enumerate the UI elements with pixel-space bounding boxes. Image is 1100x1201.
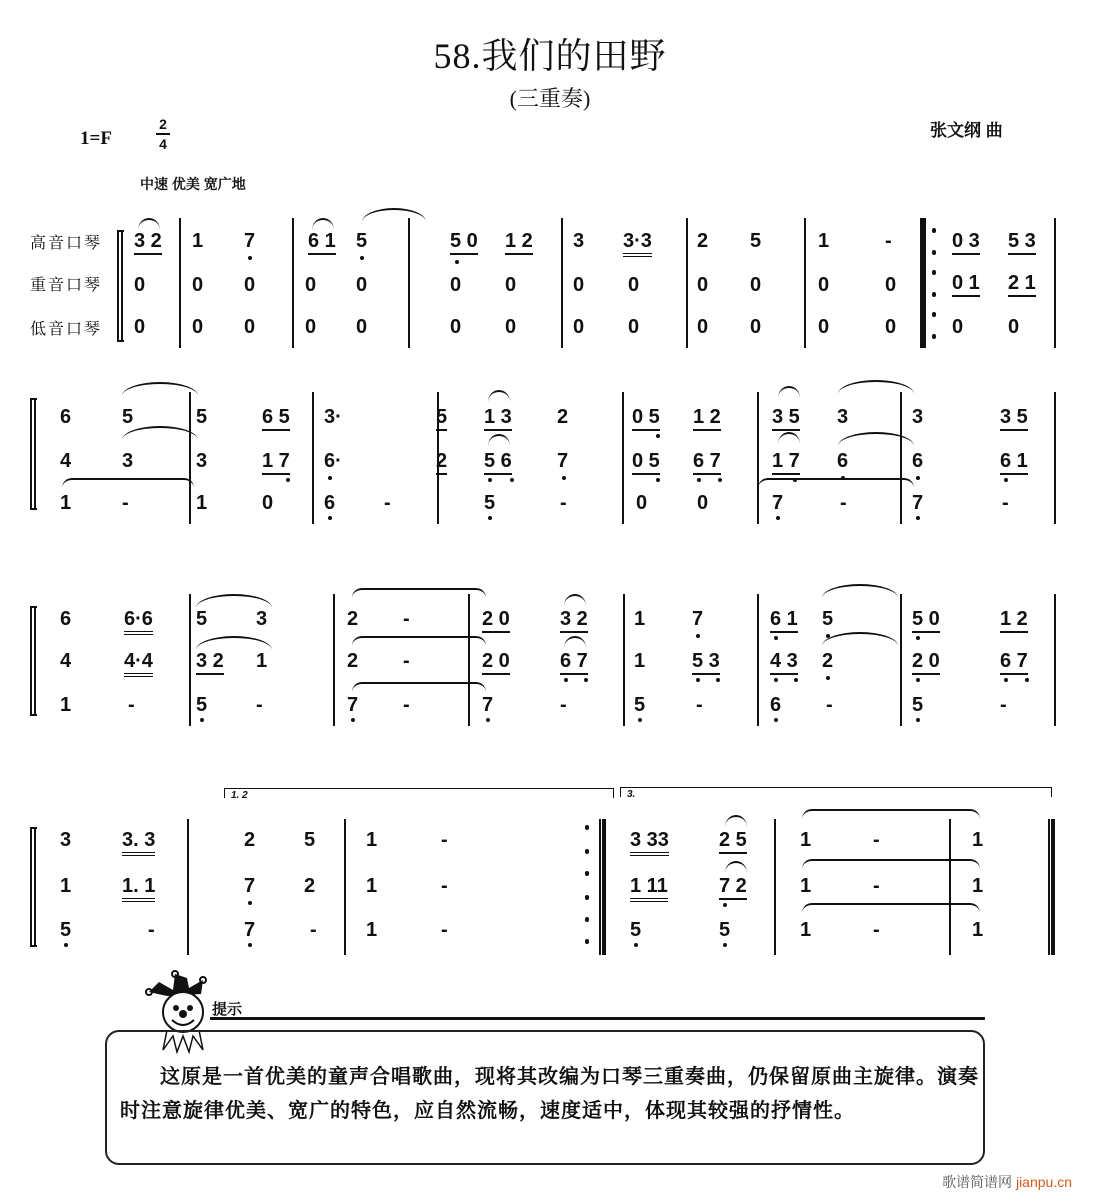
barline <box>622 392 624 524</box>
note: 0 <box>628 274 640 296</box>
composer: 张文纲 曲 <box>930 121 1003 140</box>
note: 0 <box>134 274 146 296</box>
volta-bracket-3 <box>620 787 1052 800</box>
score-title: 58.我们的田野 <box>433 36 667 76</box>
low-octave-dot <box>1004 478 1008 482</box>
note: 7 <box>347 694 359 716</box>
tempo-marking: 中速 优美 宽广地 <box>140 176 246 192</box>
tie <box>352 636 486 646</box>
tie <box>362 208 426 222</box>
note: 2 0 <box>912 650 940 675</box>
note: 0 <box>697 316 709 338</box>
note: 0 <box>697 274 709 296</box>
note: 1 <box>60 492 72 514</box>
note: 1 <box>972 875 984 897</box>
barline <box>189 392 191 524</box>
low-octave-dot <box>774 636 778 640</box>
low-octave-dot <box>455 260 459 264</box>
note: 0 3 <box>952 230 980 255</box>
note: 0 <box>244 274 256 296</box>
note: - <box>873 919 880 941</box>
note: 0 1 <box>952 272 980 297</box>
slur <box>564 636 586 648</box>
low-octave-dot <box>916 516 920 520</box>
note: - <box>696 694 703 716</box>
system-1 <box>0 200 1100 360</box>
note: 0 <box>305 274 317 296</box>
barline <box>1054 218 1056 348</box>
note: 1 <box>972 829 984 851</box>
slur <box>488 390 510 402</box>
tie <box>352 588 486 598</box>
low-octave-dot <box>916 678 920 682</box>
note: 3 <box>256 608 268 630</box>
time-signature <box>156 116 170 152</box>
note: 3 5 <box>1000 406 1028 431</box>
barline <box>189 594 191 726</box>
slur <box>725 861 747 873</box>
barline <box>561 218 563 348</box>
note: 7 <box>912 492 924 514</box>
note: 6 1 <box>770 608 798 633</box>
note: - <box>441 919 448 941</box>
note: 0 <box>750 274 762 296</box>
system-bracket <box>30 606 37 716</box>
note: - <box>403 694 410 716</box>
note: 6 7 <box>693 450 721 475</box>
tie <box>122 382 198 396</box>
tie <box>122 426 198 440</box>
note: 6· <box>324 450 342 472</box>
note: - <box>1002 492 1009 514</box>
barline <box>757 392 759 524</box>
note: 0 <box>262 492 274 514</box>
low-octave-dot <box>200 718 204 722</box>
note: 2 5 <box>719 829 747 854</box>
key-signature: 1=F <box>80 128 112 149</box>
low-octave-dot <box>716 678 720 682</box>
note: 0 5 <box>632 406 660 431</box>
low-octave-dot <box>916 718 920 722</box>
note: - <box>560 492 567 514</box>
note: 2 <box>304 875 316 897</box>
note: 2 0 <box>482 650 510 675</box>
score-subtitle: (三重奏) <box>509 86 591 111</box>
note: 3 33 <box>630 829 669 856</box>
low-octave-dot <box>841 476 845 480</box>
barline <box>623 594 625 726</box>
tie <box>802 809 980 819</box>
note: - <box>441 829 448 851</box>
low-octave-dot <box>486 718 490 722</box>
note: - <box>403 608 410 630</box>
low-octave-dot <box>351 718 355 722</box>
low-octave-dot <box>488 478 492 482</box>
note: 1 7 <box>262 450 290 475</box>
low-octave-dot <box>718 478 722 482</box>
slur <box>725 815 747 827</box>
note: 5 <box>436 406 447 431</box>
note: - <box>1000 694 1007 716</box>
note: 7 <box>244 875 256 897</box>
note: 5 <box>719 919 731 941</box>
note: 2 <box>244 829 256 851</box>
note: 5 0 <box>912 608 940 633</box>
note: 3 2 <box>560 608 588 633</box>
barline <box>686 218 688 348</box>
note: - <box>128 694 135 716</box>
barline <box>468 594 470 726</box>
note: 2 <box>436 450 447 475</box>
low-octave-dot <box>328 476 332 480</box>
barline <box>757 594 759 726</box>
note: 6 7 <box>560 650 588 675</box>
note: 5 <box>356 230 368 252</box>
note: 0 <box>134 316 146 338</box>
note: 7 2 <box>719 875 747 900</box>
note: 1 <box>60 694 72 716</box>
low-octave-dot <box>697 478 701 482</box>
note: 1 <box>366 829 378 851</box>
system-bracket <box>30 827 37 947</box>
note: - <box>873 829 880 851</box>
note: 7 <box>692 608 704 630</box>
note: 0 <box>636 492 648 514</box>
note: 1 3 <box>484 406 512 431</box>
low-octave-dot <box>328 516 332 520</box>
barline <box>1054 594 1056 726</box>
note: 0 <box>505 316 517 338</box>
note: 5 <box>630 919 642 941</box>
volta-label: 3. <box>627 789 636 800</box>
low-octave-dot <box>1025 678 1029 682</box>
barline <box>312 392 314 524</box>
low-octave-dot <box>723 903 727 907</box>
note: 5 <box>60 919 72 941</box>
barline <box>408 218 410 348</box>
volta-bracket-1-2 <box>224 788 614 801</box>
barline <box>804 218 806 348</box>
note: 0 <box>192 274 204 296</box>
note: 3 <box>122 450 134 472</box>
barline <box>774 819 776 955</box>
note: 1 <box>634 650 646 672</box>
note: 5 <box>634 694 646 716</box>
note: 6 1 <box>1000 450 1028 475</box>
low-octave-dot <box>248 943 252 947</box>
low-octave-dot <box>634 943 638 947</box>
note: 2 <box>697 230 709 252</box>
note: - <box>148 919 155 941</box>
note: 3· <box>324 406 342 428</box>
system-bracket <box>30 398 37 510</box>
note: - <box>256 694 263 716</box>
note: 0 <box>818 274 830 296</box>
barline <box>949 819 951 955</box>
note: 1 <box>196 492 208 514</box>
note: 5 <box>484 492 496 514</box>
note: 1 2 <box>505 230 533 255</box>
note: 0 <box>818 316 830 338</box>
note: 0 <box>885 274 897 296</box>
note: 1 2 <box>693 406 721 431</box>
note: 3 <box>573 230 585 252</box>
note: 7 <box>557 450 569 472</box>
note: 1 2 <box>1000 608 1028 633</box>
note: 1 <box>800 829 812 851</box>
low-octave-dot <box>774 718 778 722</box>
note: 0 <box>697 492 709 514</box>
note: 5 <box>912 694 924 716</box>
low-octave-dot <box>248 901 252 905</box>
note: 2 1 <box>1008 272 1036 297</box>
low-octave-dot <box>1004 678 1008 682</box>
low-octave-dot <box>794 678 798 682</box>
barline <box>292 218 294 348</box>
low-octave-dot <box>656 478 660 482</box>
note: 6 <box>837 450 849 472</box>
note: 2 <box>347 608 359 630</box>
note: 4 <box>60 450 72 472</box>
barline <box>333 594 335 726</box>
note: 0 <box>244 316 256 338</box>
note: 3 <box>837 406 849 428</box>
note: 7 <box>772 492 784 514</box>
low-octave-dot <box>826 676 830 680</box>
tie <box>838 380 914 394</box>
note: 0 <box>573 316 585 338</box>
slur <box>196 594 272 608</box>
note: - <box>384 492 391 514</box>
system-3 <box>0 570 1100 730</box>
note: 6 <box>60 608 72 630</box>
note: 1 <box>800 919 812 941</box>
time-denominator: 4 <box>159 136 167 152</box>
note: 2 <box>347 650 359 672</box>
low-octave-dot <box>584 678 588 682</box>
low-octave-dot <box>776 516 780 520</box>
slur <box>138 218 160 230</box>
volta-label: 1. 2 <box>231 790 248 801</box>
note: - <box>840 492 847 514</box>
note: 2 0 <box>482 608 510 633</box>
note: 6 <box>770 694 782 716</box>
note: 0 <box>450 316 462 338</box>
tie <box>802 859 980 869</box>
tie <box>822 584 898 598</box>
note: 6 7 <box>1000 650 1028 675</box>
note: 5 <box>750 230 762 252</box>
note: 1 <box>972 919 984 941</box>
low-octave-dot <box>64 943 68 947</box>
note: 0 <box>573 274 585 296</box>
tip-divider <box>210 1017 985 1020</box>
low-octave-dot <box>562 476 566 480</box>
note: 4·4 <box>124 650 153 677</box>
note: 4 <box>60 650 72 672</box>
note: 0 <box>505 274 517 296</box>
system-bracket <box>117 230 124 342</box>
note: 5 <box>822 608 834 630</box>
note: 6 <box>60 406 72 428</box>
barline <box>1054 392 1056 524</box>
note: 1 11 <box>630 875 668 902</box>
low-octave-dot <box>510 478 514 482</box>
system-4 <box>0 785 1100 960</box>
low-octave-dot <box>696 634 700 638</box>
note: 0 <box>628 316 640 338</box>
repeat-dots <box>585 819 589 955</box>
note: - <box>441 875 448 897</box>
tie <box>758 478 914 488</box>
note: 1 7 <box>772 450 800 475</box>
slur <box>488 434 510 446</box>
barline <box>187 819 189 955</box>
note: 3 <box>60 829 72 851</box>
note: 5 <box>304 829 316 851</box>
note: 0 <box>885 316 897 338</box>
note: 6·6 <box>124 608 153 635</box>
note: 1. 1 <box>122 875 155 902</box>
note: 3 <box>196 450 208 472</box>
note: 3. 3 <box>122 829 155 856</box>
note: 1 <box>634 608 646 630</box>
note: 3 <box>912 406 924 428</box>
note: 0 <box>450 274 462 296</box>
note: 5 <box>196 608 208 630</box>
part-label-low: 低音口琴 <box>30 321 103 338</box>
note: - <box>122 492 129 514</box>
low-octave-dot <box>723 943 727 947</box>
repeat-dots <box>932 218 936 348</box>
note: 6 1 <box>308 230 336 255</box>
note: 6 <box>324 492 336 514</box>
note: - <box>560 694 567 716</box>
note: 0 <box>192 316 204 338</box>
tie <box>822 632 898 646</box>
low-octave-dot <box>916 476 920 480</box>
system-2 <box>0 370 1100 530</box>
watermark <box>942 1172 1072 1192</box>
note: 0 <box>305 316 317 338</box>
note: 0 <box>1008 316 1020 338</box>
low-octave-dot <box>564 678 568 682</box>
low-octave-dot <box>826 634 830 638</box>
note: 7 <box>482 694 494 716</box>
note: - <box>826 694 833 716</box>
slur <box>778 432 800 444</box>
slur <box>564 594 586 606</box>
note: 0 <box>356 274 368 296</box>
low-octave-dot <box>488 516 492 520</box>
tie <box>838 432 914 446</box>
slur <box>778 386 800 398</box>
note: 5 6 <box>484 450 512 475</box>
low-octave-dot <box>638 718 642 722</box>
note: 2 <box>822 650 834 672</box>
note: 3 5 <box>772 406 800 431</box>
note: 0 <box>750 316 762 338</box>
low-octave-dot <box>360 256 364 260</box>
note: 5 <box>122 406 134 428</box>
barline <box>900 392 902 524</box>
note: 5 <box>196 406 208 428</box>
note: 7 <box>244 230 256 252</box>
note: 1 <box>192 230 204 252</box>
note: 0 <box>356 316 368 338</box>
tip-text: 这原是一首优美的童声合唱歌曲，现将其改编为口琴三重奏曲，仍保留原曲主旋律。演奏时注意旋律优美、宽广的特色，应自然流畅，速度适中，体现其较强的抒情性。 <box>120 1066 979 1122</box>
note: - <box>885 230 892 252</box>
note: 5 3 <box>692 650 720 675</box>
note: 2 <box>557 406 569 428</box>
final-barline <box>1048 819 1055 955</box>
slur <box>196 636 272 650</box>
barline <box>179 218 181 348</box>
time-numerator: 2 <box>159 116 167 132</box>
slur <box>312 218 334 230</box>
note: - <box>310 919 317 941</box>
tie <box>352 682 486 692</box>
note: 3 2 <box>134 230 162 255</box>
note: 1 <box>60 875 72 897</box>
repeat-end-barline <box>599 819 606 955</box>
note: 0 5 <box>632 450 660 475</box>
low-octave-dot <box>793 478 797 482</box>
tie <box>802 903 980 913</box>
repeat-start-barline <box>920 218 926 348</box>
note: 6 <box>912 450 924 472</box>
watermark-domain: jianpu.cn <box>1015 1174 1072 1190</box>
low-octave-dot <box>286 478 290 482</box>
note: - <box>403 650 410 672</box>
part-label-high: 高音口琴 <box>30 235 103 252</box>
note: 5 <box>196 694 208 716</box>
watermark-site: 歌谱简谱网 <box>942 1174 1013 1190</box>
barline <box>344 819 346 955</box>
note: 1 <box>818 230 830 252</box>
tie <box>62 478 194 488</box>
note: 7 <box>244 919 256 941</box>
low-octave-dot <box>774 678 778 682</box>
note: 1 <box>256 650 268 672</box>
note: 6 5 <box>262 406 290 431</box>
barline <box>900 594 902 726</box>
note: 1 <box>800 875 812 897</box>
low-octave-dot <box>696 678 700 682</box>
note: 5 3 <box>1008 230 1036 255</box>
note: - <box>873 875 880 897</box>
low-octave-dot <box>248 256 252 260</box>
note: 5 0 <box>450 230 478 255</box>
note: 3·3 <box>623 230 652 257</box>
low-octave-dot <box>656 434 660 438</box>
part-label-mid: 重音口琴 <box>30 277 103 294</box>
tip-title: 提示 <box>212 1001 243 1018</box>
note: 0 <box>952 316 964 338</box>
low-octave-dot <box>916 636 920 640</box>
note: 4 3 <box>770 650 798 675</box>
note: 1 <box>366 875 378 897</box>
note: 1 <box>366 919 378 941</box>
note: 3 2 <box>196 650 224 675</box>
